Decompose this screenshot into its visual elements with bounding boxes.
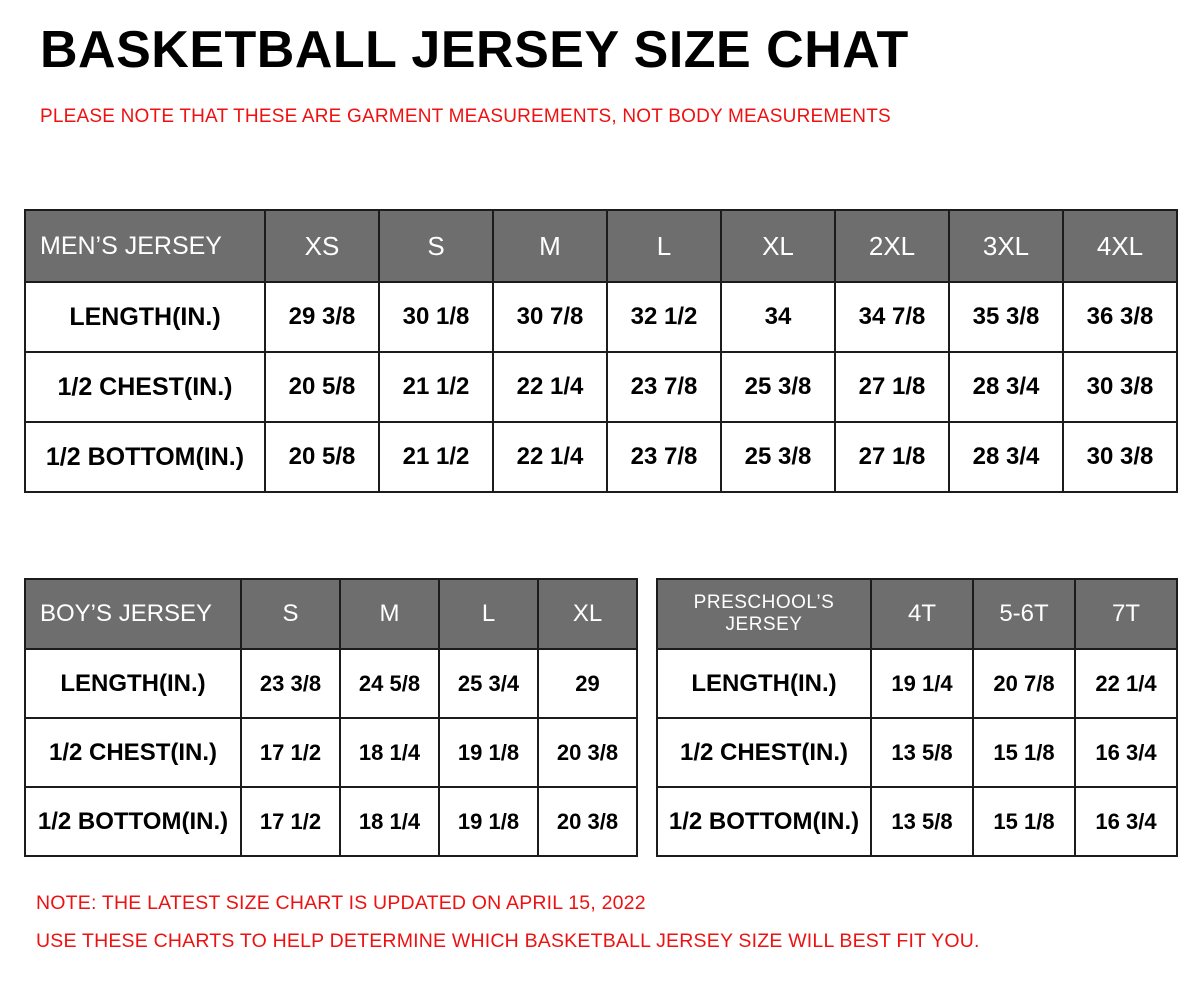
column-header-size: 7T — [1075, 579, 1177, 649]
table-cell: 20 5/8 — [265, 422, 379, 492]
table-cell: 23 7/8 — [607, 352, 721, 422]
table-row — [25, 718, 637, 787]
table-header-row — [25, 210, 1177, 282]
table-row — [25, 352, 1177, 422]
table-cell: 34 7/8 — [835, 282, 949, 352]
table-cell: 28 3/4 — [949, 422, 1063, 492]
table-cell: 29 — [538, 649, 637, 718]
row-label: 1/2 BOTTOM(IN.) — [657, 787, 871, 856]
column-header-size: 4T — [871, 579, 973, 649]
table-cell: 23 7/8 — [607, 422, 721, 492]
table-cell: 20 3/8 — [538, 787, 637, 856]
row-label: 1/2 CHEST(IN.) — [657, 718, 871, 787]
column-header-size: M — [340, 579, 439, 649]
table-cell: 19 1/8 — [439, 787, 538, 856]
footer-note-usage: USE THESE CHARTS TO HELP DETERMINE WHICH BASKETBALL JERSEY SIZE WILL BEST FIT YOU. — [36, 930, 980, 953]
table-cell: 25 3/4 — [439, 649, 538, 718]
row-label: 1/2 CHEST(IN.) — [25, 352, 265, 422]
row-label: LENGTH(IN.) — [25, 649, 241, 718]
column-header-size: XL — [721, 210, 835, 282]
table-row — [25, 649, 637, 718]
row-label: 1/2 CHEST(IN.) — [25, 718, 241, 787]
column-header-size: 4XL — [1063, 210, 1177, 282]
column-header-category: MEN’S JERSEY — [25, 210, 265, 282]
row-label: LENGTH(IN.) — [657, 649, 871, 718]
column-header-size: M — [493, 210, 607, 282]
page-title: BASKETBALL JERSEY SIZE CHAT — [40, 21, 909, 79]
table-row — [25, 787, 637, 856]
table-cell: 15 1/8 — [973, 718, 1075, 787]
table-cell: 20 3/8 — [538, 718, 637, 787]
table-cell: 27 1/8 — [835, 422, 949, 492]
preschool-jersey-size-table — [656, 578, 1178, 857]
table-cell: 27 1/8 — [835, 352, 949, 422]
boys-jersey-size-table — [24, 578, 638, 857]
table-row — [25, 422, 1177, 492]
column-header-size: L — [607, 210, 721, 282]
table-cell: 16 3/4 — [1075, 718, 1177, 787]
table-cell: 23 3/8 — [241, 649, 340, 718]
column-header-size: L — [439, 579, 538, 649]
table-cell: 22 1/4 — [1075, 649, 1177, 718]
column-header-size: 2XL — [835, 210, 949, 282]
table-cell: 17 1/2 — [241, 787, 340, 856]
table-cell: 22 1/4 — [493, 422, 607, 492]
table-cell: 18 1/4 — [340, 787, 439, 856]
table-cell: 25 3/8 — [721, 352, 835, 422]
table-cell: 19 1/4 — [871, 649, 973, 718]
column-header-size: S — [241, 579, 340, 649]
table-cell: 30 3/8 — [1063, 352, 1177, 422]
column-header-size: 3XL — [949, 210, 1063, 282]
table-row — [657, 649, 1177, 718]
column-header-size: 5-6T — [973, 579, 1075, 649]
table-cell: 15 1/8 — [973, 787, 1075, 856]
row-label: 1/2 BOTTOM(IN.) — [25, 787, 241, 856]
table-cell: 24 5/8 — [340, 649, 439, 718]
column-header-size: S — [379, 210, 493, 282]
table-cell: 18 1/4 — [340, 718, 439, 787]
column-header-category: BOY’S JERSEY — [25, 579, 241, 649]
table-cell: 30 1/8 — [379, 282, 493, 352]
table-cell: 32 1/2 — [607, 282, 721, 352]
column-header-category: PRESCHOOL’S JERSEY — [657, 579, 871, 649]
table-cell: 20 5/8 — [265, 352, 379, 422]
table-cell: 20 7/8 — [973, 649, 1075, 718]
row-label: 1/2 BOTTOM(IN.) — [25, 422, 265, 492]
mens-jersey-size-table — [24, 209, 1178, 493]
garment-measurement-note: PLEASE NOTE THAT THESE ARE GARMENT MEASUREMENTS, NOT BODY MEASUREMENTS — [40, 106, 891, 127]
table-header-row — [657, 579, 1177, 649]
table-cell: 35 3/8 — [949, 282, 1063, 352]
table-cell: 13 5/8 — [871, 718, 973, 787]
table-cell: 36 3/8 — [1063, 282, 1177, 352]
table-cell: 25 3/8 — [721, 422, 835, 492]
table-cell: 21 1/2 — [379, 352, 493, 422]
column-header-size: XL — [538, 579, 637, 649]
table-cell: 30 7/8 — [493, 282, 607, 352]
table-cell: 29 3/8 — [265, 282, 379, 352]
row-label: LENGTH(IN.) — [25, 282, 265, 352]
table-cell: 30 3/8 — [1063, 422, 1177, 492]
table-row — [25, 282, 1177, 352]
table-cell: 21 1/2 — [379, 422, 493, 492]
table-cell: 13 5/8 — [871, 787, 973, 856]
table-cell: 16 3/4 — [1075, 787, 1177, 856]
table-row — [657, 787, 1177, 856]
table-cell: 34 — [721, 282, 835, 352]
table-cell: 17 1/2 — [241, 718, 340, 787]
table-header-row — [25, 579, 637, 649]
column-header-size: XS — [265, 210, 379, 282]
footer-notes — [36, 884, 1156, 960]
table-cell: 28 3/4 — [949, 352, 1063, 422]
table-row — [657, 718, 1177, 787]
table-cell: 22 1/4 — [493, 352, 607, 422]
footer-note-update: NOTE: THE LATEST SIZE CHART IS UPDATED ON APRIL 15, 2022 — [36, 892, 646, 914]
table-cell: 19 1/8 — [439, 718, 538, 787]
